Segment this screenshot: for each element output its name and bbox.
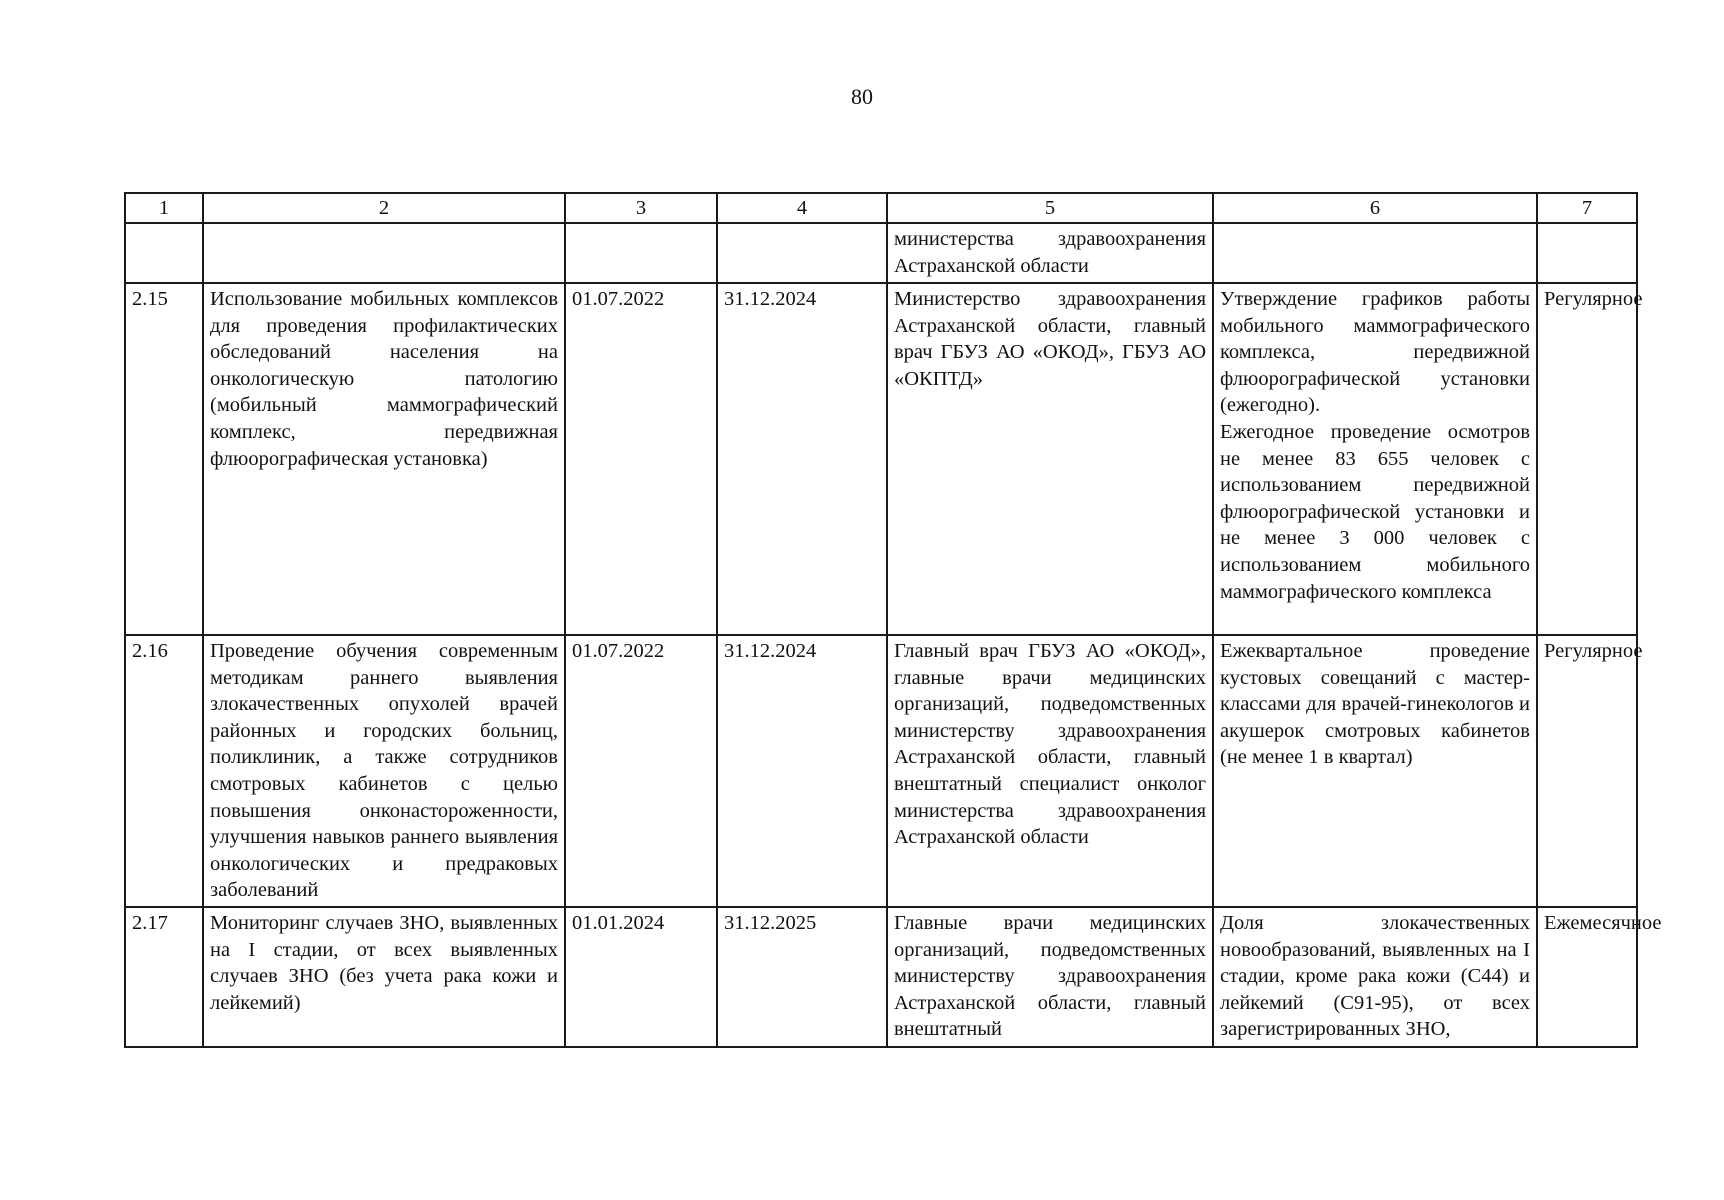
responsible: Министерство здравоохранения Астраханской области, главный врач ГБУЗ АО «ОКОД», ГБУЗ АО «ОКПТД» [887,283,1213,635]
row-number: 2.17 [125,907,203,1047]
result-paragraph: Доля злокачественных новообразований, выявленных на I стадии, кроме рака кожи (С44) и лейкемий (С91-95), от всех зарегистрированных ЗНО, [1220,912,1530,1041]
result [1213,907,1537,1047]
result [1213,283,1537,635]
end-date [717,223,887,283]
frequency [1537,223,1637,283]
column-number-row [125,193,1637,223]
row-number: 2.16 [125,635,203,907]
page-number: 80 [851,84,873,109]
measure-name: Использование мобильных комплексов для проведения профилактических обследований населения на онкологическую патологию (мобильный маммографический комплекс, передвижная флюорографическая установка) [203,283,565,635]
start-date: 01.07.2022 [565,635,717,907]
column-header: 5 [887,193,1213,223]
frequency: Ежемесячное [1537,907,1637,1047]
row-number [125,223,203,283]
result [1213,635,1537,907]
start-date: 01.07.2022 [565,283,717,635]
end-date: 31.12.2025 [717,907,887,1047]
column-header: 1 [125,193,203,223]
table-row [125,907,1637,1047]
measure-name: Проведение обучения современным методикам раннего выявления злокачественных опухолей врачей районных и городских больниц, поликлиник, а также сотрудников смотровых кабинетов с целью повышения онконастороженности, улучшения навыков раннего выявления онкологических и предраковых заболеваний [203,635,565,907]
column-header: 3 [565,193,717,223]
column-header: 4 [717,193,887,223]
column-header: 7 [1537,193,1637,223]
start-date [565,223,717,283]
frequency: Регулярное [1537,635,1637,907]
responsible: Главные врачи медицинских организаций, подведомственных министерству здравоохранения Астраханской области, главный внештатный [887,907,1213,1047]
measure-name [203,223,565,283]
result-paragraph: Ежеквартальное проведение кустовых совещаний с мастер-классами для врачей-гинекологов и акушерок смотровых кабинетов (не менее 1 в квартал) [1220,640,1530,769]
result-paragraph: Ежегодное проведение осмотров не менее 83 655 человек с использованием передвижной флюорографической установки и не менее 3 000 человек с использованием мобильного маммографического комплекса [1220,420,1530,603]
responsible: министерства здравоохранения Астраханской области [887,223,1213,283]
table-row [125,223,1637,283]
measure-name: Мониторинг случаев ЗНО, выявленных на I стадии, от всех выявленных случаев ЗНО (без учета рака кожи и лейкемий) [203,907,565,1047]
responsible: Главный врач ГБУЗ АО «ОКОД», главные врачи медицинских организаций, подведомственных министерству здравоохранения Астраханской области, главный внештатный специалист онколог министерства здравоохранения Астраханской области [887,635,1213,907]
column-header: 6 [1213,193,1537,223]
end-date: 31.12.2024 [717,283,887,635]
column-header: 2 [203,193,565,223]
measures-table [124,192,1662,1048]
table-row [125,635,1637,907]
result [1213,223,1537,283]
end-date: 31.12.2024 [717,635,887,907]
result-paragraph: Утверждение графиков работы мобильного маммографического комплекса, передвижной флюорографической установки (ежегодно). [1220,288,1530,417]
start-date: 01.01.2024 [565,907,717,1047]
table-row [125,283,1637,635]
frequency: Регулярное [1537,283,1637,635]
row-number: 2.15 [125,283,203,635]
